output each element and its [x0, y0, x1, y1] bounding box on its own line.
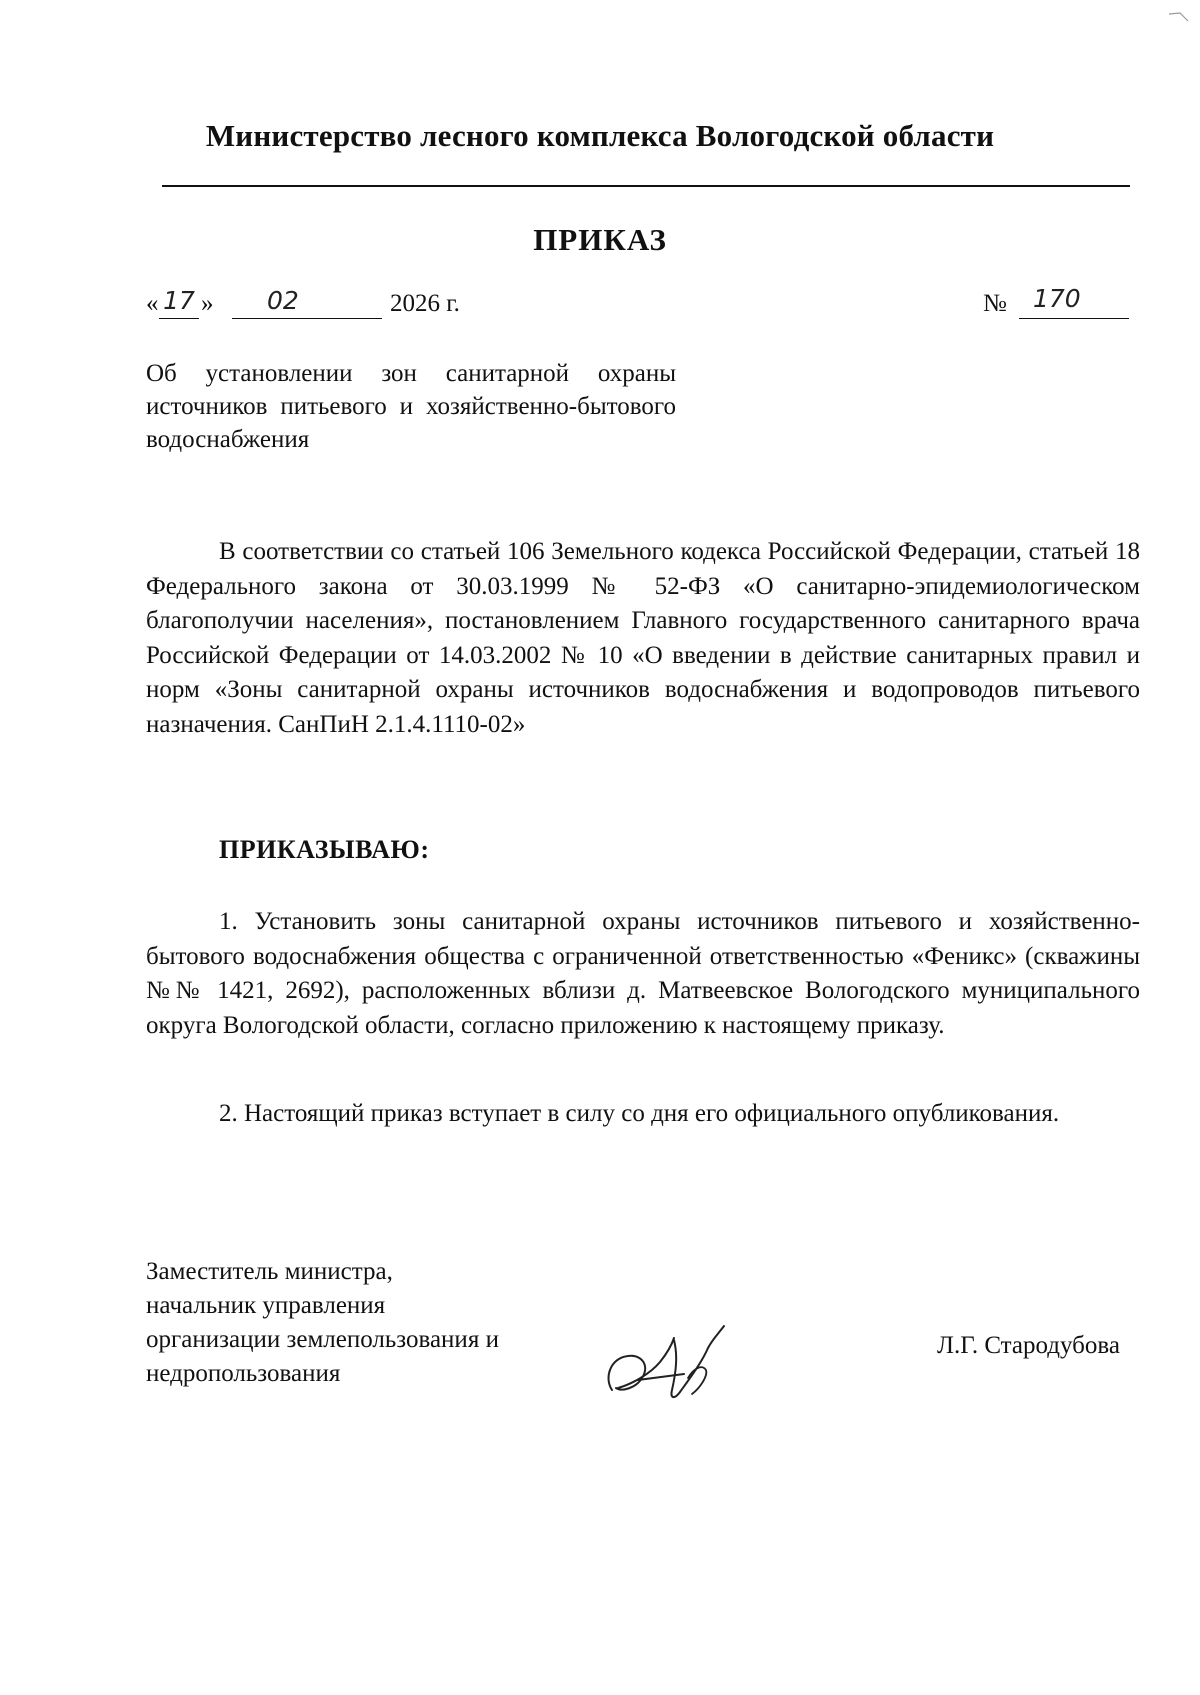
signatory-position-line: организации землепользования и — [146, 1326, 499, 1353]
preamble-paragraph: В соответствии со статьей 106 Земельного кодекса Российской Федерации, статьей 18 Федерального закона от 30.03.1999 № 52-ФЗ «О санитарно-эпидемиологическом благополучии населения», постановлением Главного государственного санитарного врача Российской Федерации от 14.03.2002 № 10 «О введении в действие санитарных правил и норм «Зоны санитарной охраны источников водоснабжения и водопроводов питьевого назначения. СанПиН 2.1.4.1110-02» — [146, 538, 1140, 738]
date-close-quote: » — [201, 290, 214, 317]
header-divider — [162, 185, 1130, 187]
scan-mark-icon — [1168, 10, 1190, 24]
order-number — [983, 284, 1133, 324]
signatory-position-line: Заместитель министра, — [146, 1258, 393, 1285]
signatory-name: Л.Г. Стародубова — [937, 1332, 1120, 1359]
command-heading: ПРИКАЗЫВАЮ: — [219, 835, 430, 864]
order-item-2: 2. Настоящий приказ вступает в силу со дня его официального опубликования. — [219, 1100, 1060, 1127]
document-title: ПРИКАЗ — [533, 222, 667, 257]
order-item-1: 1. Установить зоны санитарной охраны источников питьевого и хозяйственно-бытового водоснабжения общества с ограниченной ответственностью «Феникс» (скважины №№ 1421, 2692), расположенных вблизи д. Матвеевское Вологодского муниципального округа Вологодской области, согласно приложению к настоящему приказу. — [146, 908, 1140, 1039]
order-date — [146, 286, 496, 324]
date-day: 17 — [159, 286, 199, 319]
order-subject: Об установлении зон санитарной охраны источников питьевого и хозяйственно-бытового водоснабжения — [146, 360, 676, 453]
signatory-position — [146, 1255, 499, 1391]
order-number-label: № — [983, 290, 1007, 317]
ministry-name: Министерство лесного комплекса Вологодской области — [205, 118, 995, 153]
signatory-position-line: начальник управления — [146, 1292, 386, 1319]
signatory-position-line: недропользования — [146, 1360, 341, 1387]
date-year: 2026 г. — [390, 290, 460, 317]
handwritten-signature — [598, 1318, 738, 1406]
date-month: 02 — [232, 286, 382, 319]
order-number-value: 170 — [1019, 284, 1129, 319]
date-open-quote: « — [146, 290, 159, 317]
